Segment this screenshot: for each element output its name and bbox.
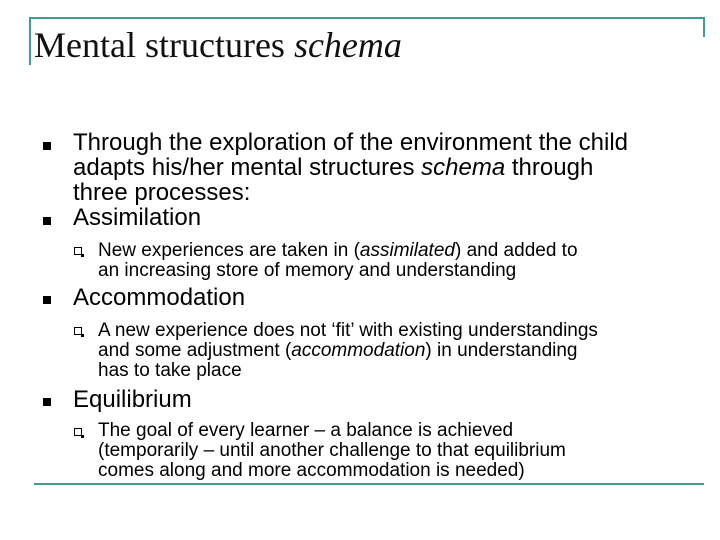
equilibrium-sub-line-1: The goal of every learner – a balance is achieved bbox=[98, 420, 514, 441]
equilibrium-sub-line-2: (temporarily – until another challenge to that equilibrium bbox=[98, 440, 566, 461]
slide-title-main: Mental structures bbox=[34, 25, 285, 65]
sub-bullet-square-icon bbox=[74, 327, 82, 335]
accommodation-sub-post: ) in understanding bbox=[425, 340, 578, 361]
accommodation-heading: Accommodation bbox=[73, 284, 246, 311]
bullet-1-line-2-post: through bbox=[511, 154, 594, 181]
accommodation-sub-line-2 bbox=[98, 341, 578, 360]
assimilation-sub-line-2: an increasing store of memory and understanding bbox=[98, 260, 517, 281]
bullet-square-icon bbox=[43, 142, 51, 150]
accommodation-sub-em: accommodation bbox=[291, 340, 426, 361]
bullet-1-line-2-pre: adapts his/her mental structures bbox=[73, 154, 415, 181]
assimilation-heading: Assimilation bbox=[73, 204, 202, 231]
assimilation-sub-post: ) and added to bbox=[454, 240, 578, 261]
equilibrium-sub-line-3: comes along and more accommodation is needed) bbox=[98, 460, 525, 481]
accommodation-sub-line-3: has to take place bbox=[98, 360, 242, 381]
bullet-1-line-2 bbox=[73, 156, 593, 180]
bullet-square-icon bbox=[43, 398, 51, 406]
bullet-1-line-2-em: schema bbox=[421, 154, 506, 181]
bullet-1-line-3: three processes: bbox=[73, 179, 251, 206]
sub-bullet-square-icon bbox=[74, 428, 82, 436]
sub-bullet-square-icon bbox=[74, 247, 82, 255]
assimilation-sub-pre: New experiences are taken in ( bbox=[98, 240, 360, 261]
slide-title-italic: schema bbox=[293, 25, 402, 65]
bullet-square-icon bbox=[43, 296, 51, 304]
accommodation-sub-line-1: A new experience does not ‘fit’ with existing understandings bbox=[98, 320, 598, 341]
bullet-square-icon bbox=[43, 217, 51, 225]
assimilation-sub-em: assimilated bbox=[359, 240, 455, 261]
assimilation-sub-line-1 bbox=[98, 241, 578, 260]
bullet-1-line-1: Through the exploration of the environment the child bbox=[73, 129, 629, 156]
equilibrium-heading: Equilibrium bbox=[73, 386, 192, 413]
accommodation-sub-pre: and some adjustment ( bbox=[98, 340, 292, 361]
